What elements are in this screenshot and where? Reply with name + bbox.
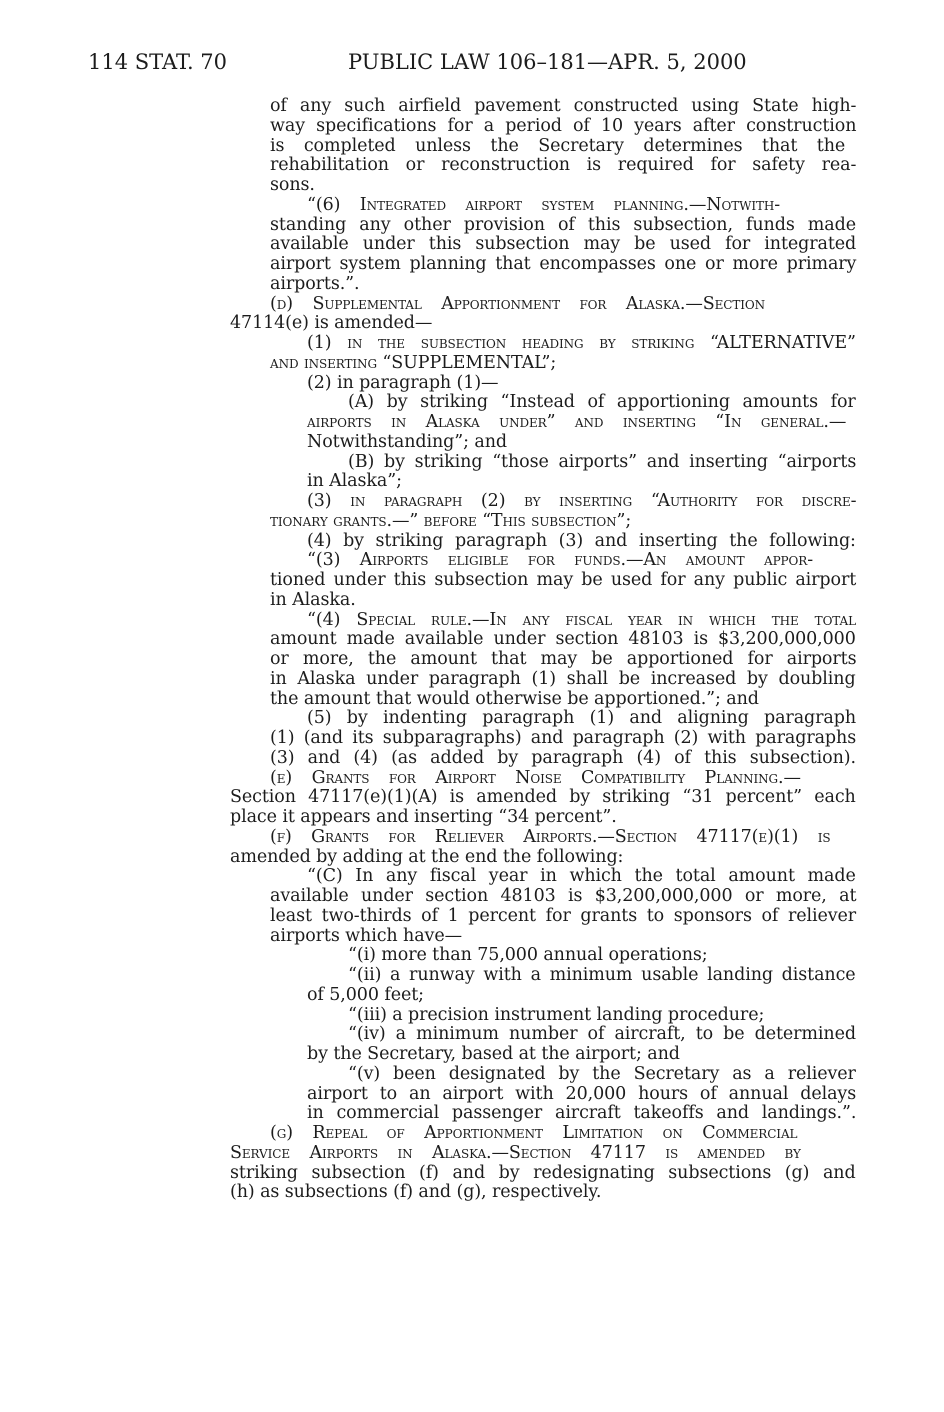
text-line: and inserting “SUPPLEMENTAL”; (270, 352, 557, 373)
text-line: in Alaska”; (307, 471, 402, 492)
text-line: (f) Grants for Reliever Airports.—Section 47117(e)(1) is (270, 826, 831, 847)
text-line: way specifications for a period of 10 years after construction (270, 115, 857, 136)
text-line: striking subsection (f) and by redesignating subsections (g) and (230, 1162, 856, 1183)
text-line: of 5,000 feet; (307, 984, 424, 1005)
text-line: the amount that would otherwise be apportioned.”; and (270, 688, 759, 709)
text-line: (1) (and its subparagraphs) and paragraph (2) with paragraphs (270, 728, 857, 748)
text-line: (B) by striking “those airports” and inserting “airports (348, 451, 857, 472)
text-line: “(C) In any fiscal year in which the total amount made (307, 866, 856, 887)
text-line: standing any other provision of this subsection, funds made (270, 214, 856, 235)
text-line: airports.”. (270, 273, 360, 294)
text-line: Notwithstanding”; and (307, 431, 507, 452)
text-line: (e) Grants for Airport Noise Compatibility Planning.— (270, 767, 801, 788)
text-line: or more, the amount that may be apportioned for airports (270, 649, 857, 669)
text-line: of any such airfield pavement constructed using State high- (270, 96, 857, 116)
text-line: sons. (270, 175, 315, 195)
text-line: amount made available under section 48103 is $3,200,000,000 (270, 629, 856, 650)
text-line: (5) by indenting paragraph (1) and aligning paragraph (307, 708, 857, 729)
text-line: “(iv) a minimum number of aircraft, to be determined (348, 1024, 856, 1045)
text-line: (3) and (4) (as added by paragraph (4) of this subsection). (270, 747, 856, 768)
text-line: “(iii) a precision instrument landing procedure; (348, 1004, 765, 1025)
text-line: (2) in paragraph (1)— (307, 372, 499, 393)
text-line: “(i) more than 75,000 annual operations; (348, 945, 708, 966)
text-line: (3) in paragraph (2) by inserting “Authority for discre- (307, 491, 857, 511)
text-line: “(v) been designated by the Secretary as a reliever (348, 1063, 856, 1084)
text-line: airport to an airport with 20,000 hours of annual delays (307, 1083, 857, 1104)
text-line: “(6) Integrated airport system planning.—Notwith- (307, 194, 781, 215)
text-line: is completed unless the Secretary determines that the (270, 135, 846, 156)
text-line: available under this subsection may be used for integrated (270, 234, 857, 255)
text-line: airports which have— (270, 925, 463, 946)
text-line: (1) in the subsection heading by striking “ALTERNATIVE” (307, 333, 856, 353)
text-line: in Alaska under paragraph (1) shall be increased by doubling (270, 668, 856, 689)
text-line: by the Secretary, based at the airport; and (307, 1044, 680, 1064)
text-line: amended by adding at the end the following: (230, 846, 624, 867)
text-line: in commercial passenger aircraft takeoffs and landings.”. (307, 1103, 857, 1124)
text-line: place it appears and inserting “34 percent”. (230, 807, 617, 827)
text-line: (4) by striking paragraph (3) and inserting the following: (307, 530, 856, 551)
page-number-header: 114 STAT. 70 (88, 50, 228, 74)
text-line: available under section 48103 is $3,200,000,000 or more, at (270, 886, 857, 906)
text-line: (g) Repeal of Apportionment Limitation on Commercial (270, 1123, 798, 1143)
text-line: (h) as subsections (f) and (g), respectively. (230, 1182, 602, 1203)
text-line: in Alaska. (270, 589, 356, 610)
text-line: rehabilitation or reconstruction is required for safety rea- (270, 155, 857, 176)
text-line: “(4) Special rule.—In any fiscal year in which the total (307, 609, 856, 630)
text-line: airport system planning that encompasses one or more primary (270, 254, 857, 274)
text-line: airports in Alaska under” and inserting “In general.— (307, 412, 847, 432)
text-line: Section 47117(e)(1)(A) is amended by striking “31 percent” each (230, 787, 856, 808)
text-line: tionary grants.—” before “This subsection”; (270, 510, 632, 531)
text-line: tioned under this subsection may be used for any public airport (270, 570, 857, 590)
text-line: (A) by striking “Instead of apportioning amounts for (348, 392, 856, 413)
text-line: 47114(e) is amended— (230, 313, 433, 334)
running-title-header: PUBLIC LAW 106–181—APR. 5, 2000 (348, 50, 747, 74)
text-line: least two-thirds of 1 percent for grants to sponsors of reliever (270, 905, 857, 926)
text-line: “(3) Airports eligible for funds.—An amount appor- (307, 550, 814, 571)
text-line: Service Airports in Alaska.—Section 47117 is amended by (230, 1142, 801, 1163)
text-line: “(ii) a runway with a minimum usable landing distance (348, 965, 856, 985)
text-line: (d) Supplemental Apportionment for Alaska.—Section (270, 293, 766, 314)
